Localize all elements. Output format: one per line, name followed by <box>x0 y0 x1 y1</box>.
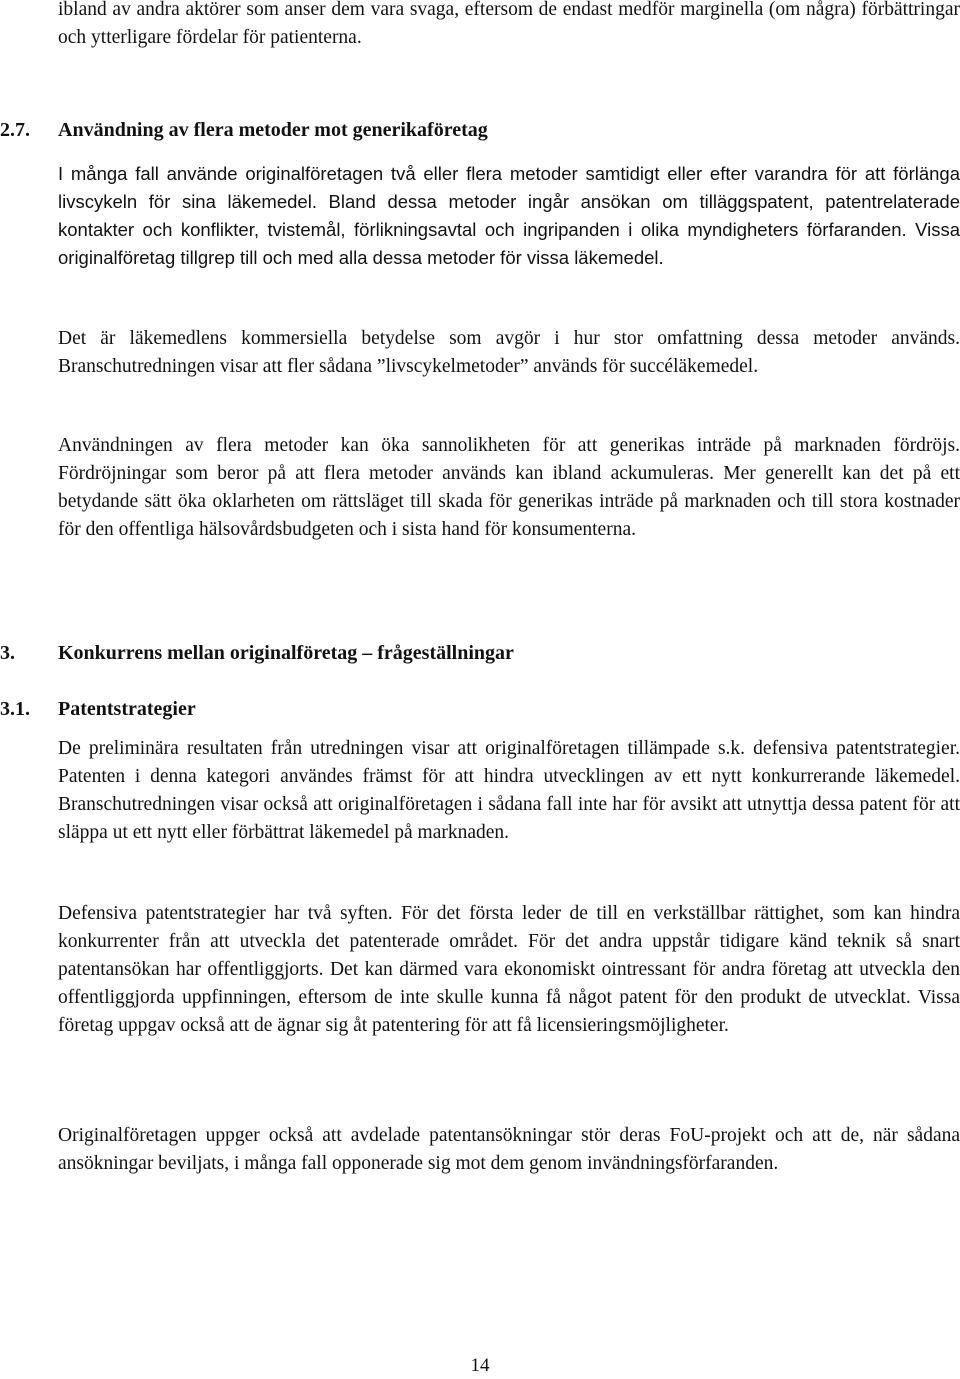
paragraph-3-1-1: De preliminära resultaten från utredningen visar att originalföretagen tillämpade s.k. defensiva patentstrategier. Patenten i denna kategori användes främst för att hindra utvecklingen av ett nytt konkurrerande läkemedel. Branschutredningen visar också att originalföretagen i sådana fall inte har för avsikt att utnyttja dessa patent för att släppa ut ett nytt eller förbättrat läkemedel på marknaden. <box>58 738 960 843</box>
paragraph-3-1-2: Defensiva patentstrategier har två syften. För det första leder de till en verkställbar rättighet, som kan hindra konkurrenter från att utveckla det patenterade området. För det andra uppstår tidigare känd teknik så snart patentansökan har offentliggjorts. Det kan därmed vara ekonomiskt ointressant för andra företag att utveckla den offentliggjorda uppfinningen, eftersom de inte skulle kunna få något patent för den produkt de utvecklat. Vissa företag uppgav också att de ägnar sig åt patentering för att få licensieringsmöjligheter. <box>58 903 960 1036</box>
paragraph-2-7-3: Användningen av flera metoder kan öka sannolikheten för att generikas inträde på marknaden fördröjs. Fördröjningar som beror på att flera metoder används kan ibland ackumuleras. Mer generellt kan det på ett betydande sätt öka oklarheten om rättsläget till skada för generikas inträde på marknaden och till stora kostnader för den offentliga hälsovårdsbudgeten och i sista hand för konsumenterna. <box>58 435 960 540</box>
paragraph-continuation: ibland av andra aktörer som anser dem vara svaga, eftersom de endast medför marginella (om några) förbättringar och ytterligare fördelar för patienterna. <box>58 0 960 48</box>
page-number: 14 <box>470 1355 490 1376</box>
section-title: Patentstrategier <box>58 698 196 720</box>
paragraph-2-7-1: I många fall använde originalföretagen två eller flera metoder samtidigt eller efter varandra för att förlänga livscykeln för sina läkemedel. Bland dessa metoder ingår ansökan om tilläggspatent, patentrelaterade kontakter och konflikter, tvistemål, förlikningsavtal och ingripanden i olika myndigheters förfaranden. Vissa originalföretag tillgrep till och med alla dessa metoder för vissa läkemedel. <box>58 163 960 268</box>
section-title: Konkurrens mellan originalföretag – frågeställningar <box>58 642 514 664</box>
section-number: 2.7. <box>0 119 30 141</box>
paragraph-3-1-3: Originalföretagen uppger också att avdelade patentansökningar stör deras FoU-projekt och att de, när sådana ansökningar beviljats, i många fall opponerade sig mot dem genom invändningsförfaranden. <box>58 1125 960 1174</box>
paragraph-2-7-2: Det är läkemedlens kommersiella betydelse som avgör i hur stor omfattning dessa metoder används. Branschutredningen visar att fler sådana ”livscykelmetoder” används för succéläkemedel. <box>58 328 960 377</box>
section-title: Användning av flera metoder mot generikaföretag <box>58 119 488 141</box>
section-number: 3.1. <box>0 698 30 720</box>
section-number: 3. <box>0 642 15 664</box>
